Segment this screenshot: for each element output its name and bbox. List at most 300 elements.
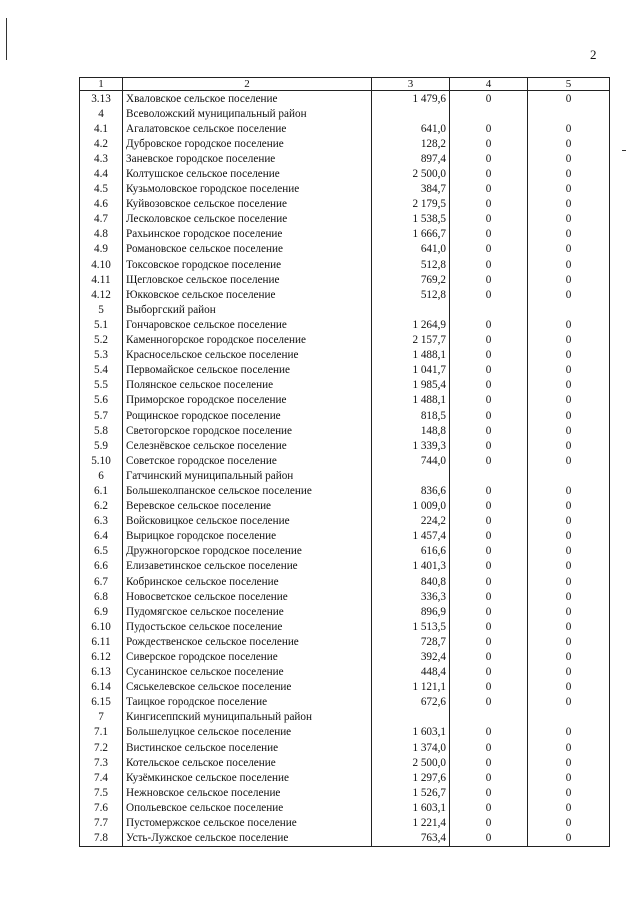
row-number: 4.9 [80, 242, 123, 257]
col4-value: 0 [450, 166, 528, 181]
row-number: 5 [80, 302, 123, 317]
amount-value: 836,6 [372, 483, 450, 498]
table-row [80, 91, 610, 107]
col4-value: 0 [450, 287, 528, 302]
amount-value: 512,8 [372, 257, 450, 272]
table-body [80, 91, 610, 847]
table-row [80, 453, 610, 468]
settlement-name: Опольевское сельское поселение [123, 800, 372, 815]
row-number: 4.4 [80, 166, 123, 181]
row-number: 5.4 [80, 363, 123, 378]
row-number: 4.12 [80, 287, 123, 302]
table-row [80, 166, 610, 181]
settlement-name: Кобринское сельское поселение [123, 574, 372, 589]
table-row [80, 499, 610, 514]
table-row [80, 393, 610, 408]
table-row [80, 408, 610, 423]
settlement-name: Нежновское сельское поселение [123, 785, 372, 800]
col5-value: 0 [528, 695, 610, 710]
row-number: 5.7 [80, 408, 123, 423]
row-number: 5.2 [80, 333, 123, 348]
col4-value: 0 [450, 499, 528, 514]
header-col-1: 1 [80, 78, 123, 91]
col5-value: 0 [528, 604, 610, 619]
col5-value: 0 [528, 800, 610, 815]
table-row [80, 800, 610, 815]
table-row [80, 151, 610, 166]
row-number: 7.7 [80, 816, 123, 831]
col5-value: 0 [528, 816, 610, 831]
col5-value: 0 [528, 333, 610, 348]
amount-value: 744,0 [372, 453, 450, 468]
col4-value: 0 [450, 438, 528, 453]
table-row [80, 604, 610, 619]
amount-value: 336,3 [372, 589, 450, 604]
settlement-name: Кузьмоловское городское поселение [123, 182, 372, 197]
table-row [80, 816, 610, 831]
col5-value [528, 106, 610, 121]
col4-value: 0 [450, 333, 528, 348]
col4-value: 0 [450, 634, 528, 649]
settlement-name: Сяськелевское сельское поселение [123, 680, 372, 695]
settlement-name: Рощинское городское поселение [123, 408, 372, 423]
col4-value: 0 [450, 604, 528, 619]
amount-value: 1 603,1 [372, 800, 450, 815]
table-row [80, 831, 610, 847]
row-number: 4.5 [80, 182, 123, 197]
col4-value: 0 [450, 408, 528, 423]
settlement-name: Елизаветинское сельское поселение [123, 559, 372, 574]
row-number: 5.1 [80, 317, 123, 332]
row-number: 4.3 [80, 151, 123, 166]
settlement-name: Куйвозовское сельское поселение [123, 197, 372, 212]
col5-value: 0 [528, 257, 610, 272]
table-row [80, 438, 610, 453]
col5-value: 0 [528, 227, 610, 242]
amount-value: 128,2 [372, 136, 450, 151]
amount-value: 2 500,0 [372, 166, 450, 181]
settlement-name: Вистинское сельское поселение [123, 740, 372, 755]
col4-value: 0 [450, 574, 528, 589]
table-row [80, 121, 610, 136]
amount-value: 1 479,6 [372, 91, 450, 107]
settlement-name: Кузёмкинское сельское поселение [123, 770, 372, 785]
amount-value: 384,7 [372, 182, 450, 197]
col5-value: 0 [528, 740, 610, 755]
table-row [80, 227, 610, 242]
amount-value: 1 339,3 [372, 438, 450, 453]
amount-value: 672,6 [372, 695, 450, 710]
col5-value: 0 [528, 770, 610, 785]
col5-value: 0 [528, 182, 610, 197]
col5-value: 0 [528, 499, 610, 514]
table-row [80, 242, 610, 257]
table-row [80, 574, 610, 589]
header-row [80, 78, 610, 91]
settlement-name: Хваловское сельское поселение [123, 91, 372, 107]
col4-value [450, 302, 528, 317]
table-row [80, 257, 610, 272]
row-number: 7 [80, 710, 123, 725]
header-col-5: 5 [528, 78, 610, 91]
row-number: 7.5 [80, 785, 123, 800]
row-number: 6.11 [80, 634, 123, 649]
amount-value: 840,8 [372, 574, 450, 589]
header-col-2: 2 [123, 78, 372, 91]
amount-value: 2 500,0 [372, 755, 450, 770]
amount-value: 148,8 [372, 423, 450, 438]
col4-value: 0 [450, 544, 528, 559]
settlement-name: Гончаровское сельское поселение [123, 317, 372, 332]
col5-value: 0 [528, 91, 610, 107]
col4-value: 0 [450, 785, 528, 800]
row-number: 4.1 [80, 121, 123, 136]
table-row [80, 287, 610, 302]
col4-value [450, 710, 528, 725]
col5-value: 0 [528, 483, 610, 498]
col5-value: 0 [528, 680, 610, 695]
table-row [80, 136, 610, 151]
col4-value: 0 [450, 453, 528, 468]
settlement-name: Пудомягское сельское поселение [123, 604, 372, 619]
row-number: 3.13 [80, 91, 123, 107]
row-number: 5.5 [80, 378, 123, 393]
col4-value: 0 [450, 649, 528, 664]
col4-value: 0 [450, 242, 528, 257]
section-row [80, 302, 610, 317]
col4-value: 0 [450, 317, 528, 332]
settlement-name: Всеволожский муниципальный район [123, 106, 372, 121]
amount-value: 1 513,5 [372, 619, 450, 634]
amount-value: 224,2 [372, 514, 450, 529]
col5-value: 0 [528, 785, 610, 800]
row-number: 4 [80, 106, 123, 121]
row-number: 6.2 [80, 499, 123, 514]
col5-value: 0 [528, 317, 610, 332]
settlement-name: Новосветское сельское поселение [123, 589, 372, 604]
col5-value: 0 [528, 514, 610, 529]
col4-value: 0 [450, 363, 528, 378]
row-number: 6.15 [80, 695, 123, 710]
col4-value: 0 [450, 695, 528, 710]
col5-value: 0 [528, 212, 610, 227]
col5-value: 0 [528, 529, 610, 544]
col4-value: 0 [450, 227, 528, 242]
table-row [80, 665, 610, 680]
table-row [80, 619, 610, 634]
settlement-name: Токсовское городское поселение [123, 257, 372, 272]
col4-value: 0 [450, 770, 528, 785]
settlement-name: Войсковицкое сельское поселение [123, 514, 372, 529]
table-row [80, 348, 610, 363]
row-number: 5.9 [80, 438, 123, 453]
col5-value: 0 [528, 438, 610, 453]
amount-value: 1 374,0 [372, 740, 450, 755]
col5-value: 0 [528, 649, 610, 664]
settlement-name: Дубровское городское поселение [123, 136, 372, 151]
row-number: 6.10 [80, 619, 123, 634]
settlement-name: Рахьинское городское поселение [123, 227, 372, 242]
row-number: 4.11 [80, 272, 123, 287]
settlement-name: Каменногорское городское поселение [123, 333, 372, 348]
amount-value: 896,9 [372, 604, 450, 619]
amount-value: 1 488,1 [372, 393, 450, 408]
settlement-name: Усть-Лужское сельское поселение [123, 831, 372, 847]
amount-value: 1 401,3 [372, 559, 450, 574]
col5-value: 0 [528, 121, 610, 136]
amount-value: 1 297,6 [372, 770, 450, 785]
table-row [80, 725, 610, 740]
col5-value: 0 [528, 725, 610, 740]
col5-value [528, 468, 610, 483]
amount-value: 1 264,9 [372, 317, 450, 332]
table-row [80, 589, 610, 604]
amount-value: 1 457,4 [372, 529, 450, 544]
amount-value: 616,6 [372, 544, 450, 559]
settlement-name: Сусанинское сельское поселение [123, 665, 372, 680]
amount-value [372, 106, 450, 121]
table-row [80, 333, 610, 348]
col5-value: 0 [528, 378, 610, 393]
row-number: 7.1 [80, 725, 123, 740]
settlement-name: Котельское сельское поселение [123, 755, 372, 770]
col5-value: 0 [528, 619, 610, 634]
row-number: 6.6 [80, 559, 123, 574]
col4-value: 0 [450, 257, 528, 272]
col5-value: 0 [528, 197, 610, 212]
col5-value: 0 [528, 136, 610, 151]
settlement-name: Таицкое городское поселение [123, 695, 372, 710]
col4-value [450, 106, 528, 121]
header-col-3: 3 [372, 78, 450, 91]
settlement-name: Гатчинский муниципальный район [123, 468, 372, 483]
table-row [80, 695, 610, 710]
table-row [80, 559, 610, 574]
table-row [80, 514, 610, 529]
section-row [80, 710, 610, 725]
amount-value: 1 526,7 [372, 785, 450, 800]
col4-value: 0 [450, 182, 528, 197]
page-number: 2 [590, 47, 597, 62]
amount-value [372, 710, 450, 725]
col5-value: 0 [528, 151, 610, 166]
settlement-name: Веревское сельское поселение [123, 499, 372, 514]
row-number: 7.6 [80, 800, 123, 815]
header-col-4: 4 [450, 78, 528, 91]
settlement-name: Выборгский район [123, 302, 372, 317]
col4-value: 0 [450, 272, 528, 287]
col5-value: 0 [528, 589, 610, 604]
col4-value: 0 [450, 665, 528, 680]
settlement-name: Юкковское сельское поселение [123, 287, 372, 302]
row-number: 6.3 [80, 514, 123, 529]
col4-value: 0 [450, 559, 528, 574]
amount-value: 1 488,1 [372, 348, 450, 363]
amount-value: 512,8 [372, 287, 450, 302]
col5-value: 0 [528, 831, 610, 847]
settlement-name: Большеколпанское сельское поселение [123, 483, 372, 498]
settlements-table [79, 77, 610, 847]
col4-value: 0 [450, 680, 528, 695]
col4-value: 0 [450, 755, 528, 770]
col4-value: 0 [450, 800, 528, 815]
row-number: 6.4 [80, 529, 123, 544]
amount-value: 1 009,0 [372, 499, 450, 514]
table-row [80, 634, 610, 649]
settlement-name: Сиверское городское поселение [123, 649, 372, 664]
table-row [80, 212, 610, 227]
settlement-name: Вырицкое городское поселение [123, 529, 372, 544]
col4-value: 0 [450, 348, 528, 363]
table-row [80, 378, 610, 393]
table-row [80, 529, 610, 544]
table-row [80, 483, 610, 498]
col4-value: 0 [450, 121, 528, 136]
table-row [80, 423, 610, 438]
amount-value: 763,4 [372, 831, 450, 847]
amount-value: 769,2 [372, 272, 450, 287]
col5-value: 0 [528, 348, 610, 363]
settlement-name: Заневское городское поселение [123, 151, 372, 166]
settlement-name: Светогорское городское поселение [123, 423, 372, 438]
row-number: 5.3 [80, 348, 123, 363]
settlement-name: Агалатовское сельское поселение [123, 121, 372, 136]
settlement-name: Пустомержское сельское поселение [123, 816, 372, 831]
row-number: 4.10 [80, 257, 123, 272]
col4-value: 0 [450, 483, 528, 498]
row-number: 5.6 [80, 393, 123, 408]
settlement-name: Кингисеппский муниципальный район [123, 710, 372, 725]
col5-value [528, 710, 610, 725]
col4-value: 0 [450, 514, 528, 529]
col4-value [450, 468, 528, 483]
amount-value: 1 538,5 [372, 212, 450, 227]
col4-value: 0 [450, 816, 528, 831]
col4-value: 0 [450, 378, 528, 393]
col5-value: 0 [528, 665, 610, 680]
settlement-name: Романовское сельское поселение [123, 242, 372, 257]
table-row [80, 740, 610, 755]
col4-value: 0 [450, 529, 528, 544]
amount-value: 641,0 [372, 242, 450, 257]
row-number: 6.9 [80, 604, 123, 619]
amount-value: 1 603,1 [372, 725, 450, 740]
settlement-name: Лесколовское сельское поселение [123, 212, 372, 227]
col5-value: 0 [528, 393, 610, 408]
scan-speck [622, 150, 626, 151]
table-row [80, 182, 610, 197]
col5-value [528, 302, 610, 317]
settlement-name: Полянское сельское поселение [123, 378, 372, 393]
row-number: 4.7 [80, 212, 123, 227]
settlement-name: Советское городское поселение [123, 453, 372, 468]
table-row [80, 272, 610, 287]
col4-value: 0 [450, 740, 528, 755]
settlement-name: Большелуцкое сельское поселение [123, 725, 372, 740]
col5-value: 0 [528, 634, 610, 649]
col4-value: 0 [450, 197, 528, 212]
row-number: 6.8 [80, 589, 123, 604]
col4-value: 0 [450, 393, 528, 408]
amount-value: 1 221,4 [372, 816, 450, 831]
amount-value: 818,5 [372, 408, 450, 423]
settlement-name: Колтушское сельское поселение [123, 166, 372, 181]
row-number: 6.5 [80, 544, 123, 559]
table-row [80, 649, 610, 664]
table-row [80, 755, 610, 770]
col5-value: 0 [528, 423, 610, 438]
row-number: 6.7 [80, 574, 123, 589]
amount-value: 897,4 [372, 151, 450, 166]
col4-value: 0 [450, 212, 528, 227]
settlement-name: Щегловское сельское поселение [123, 272, 372, 287]
row-number: 5.8 [80, 423, 123, 438]
amount-value [372, 302, 450, 317]
row-number: 7.3 [80, 755, 123, 770]
table-row [80, 770, 610, 785]
col5-value: 0 [528, 559, 610, 574]
row-number: 7.4 [80, 770, 123, 785]
settlement-name: Пудостьское сельское поселение [123, 619, 372, 634]
row-number: 6.12 [80, 649, 123, 664]
amount-value: 2 157,7 [372, 333, 450, 348]
settlement-name: Первомайское сельское поселение [123, 363, 372, 378]
col5-value: 0 [528, 408, 610, 423]
amount-value: 2 179,5 [372, 197, 450, 212]
amount-value: 641,0 [372, 121, 450, 136]
amount-value: 448,4 [372, 665, 450, 680]
col5-value: 0 [528, 242, 610, 257]
col5-value: 0 [528, 755, 610, 770]
row-number: 4.2 [80, 136, 123, 151]
table-row [80, 680, 610, 695]
col4-value: 0 [450, 725, 528, 740]
amount-value [372, 468, 450, 483]
col5-value: 0 [528, 272, 610, 287]
row-number: 6.13 [80, 665, 123, 680]
row-number: 7.8 [80, 831, 123, 847]
row-number: 6.14 [80, 680, 123, 695]
col5-value: 0 [528, 287, 610, 302]
col4-value: 0 [450, 619, 528, 634]
amount-value: 1 985,4 [372, 378, 450, 393]
col5-value: 0 [528, 363, 610, 378]
settlement-name: Дружногорское городское поселение [123, 544, 372, 559]
row-number: 6 [80, 468, 123, 483]
settlement-name: Красносельское сельское поселение [123, 348, 372, 363]
amount-value: 1 121,1 [372, 680, 450, 695]
row-number: 5.10 [80, 453, 123, 468]
table-row [80, 317, 610, 332]
col5-value: 0 [528, 544, 610, 559]
row-number: 4.8 [80, 227, 123, 242]
col4-value: 0 [450, 136, 528, 151]
col4-value: 0 [450, 423, 528, 438]
row-number: 6.1 [80, 483, 123, 498]
table-row [80, 197, 610, 212]
amount-value: 1 666,7 [372, 227, 450, 242]
table-row [80, 544, 610, 559]
section-row [80, 468, 610, 483]
settlement-name: Приморское городское поселение [123, 393, 372, 408]
amount-value: 1 041,7 [372, 363, 450, 378]
row-number: 7.2 [80, 740, 123, 755]
binding-mark [6, 18, 7, 60]
col4-value: 0 [450, 151, 528, 166]
settlement-name: Селезнёвское сельское поселение [123, 438, 372, 453]
col4-value: 0 [450, 589, 528, 604]
col4-value: 0 [450, 831, 528, 847]
